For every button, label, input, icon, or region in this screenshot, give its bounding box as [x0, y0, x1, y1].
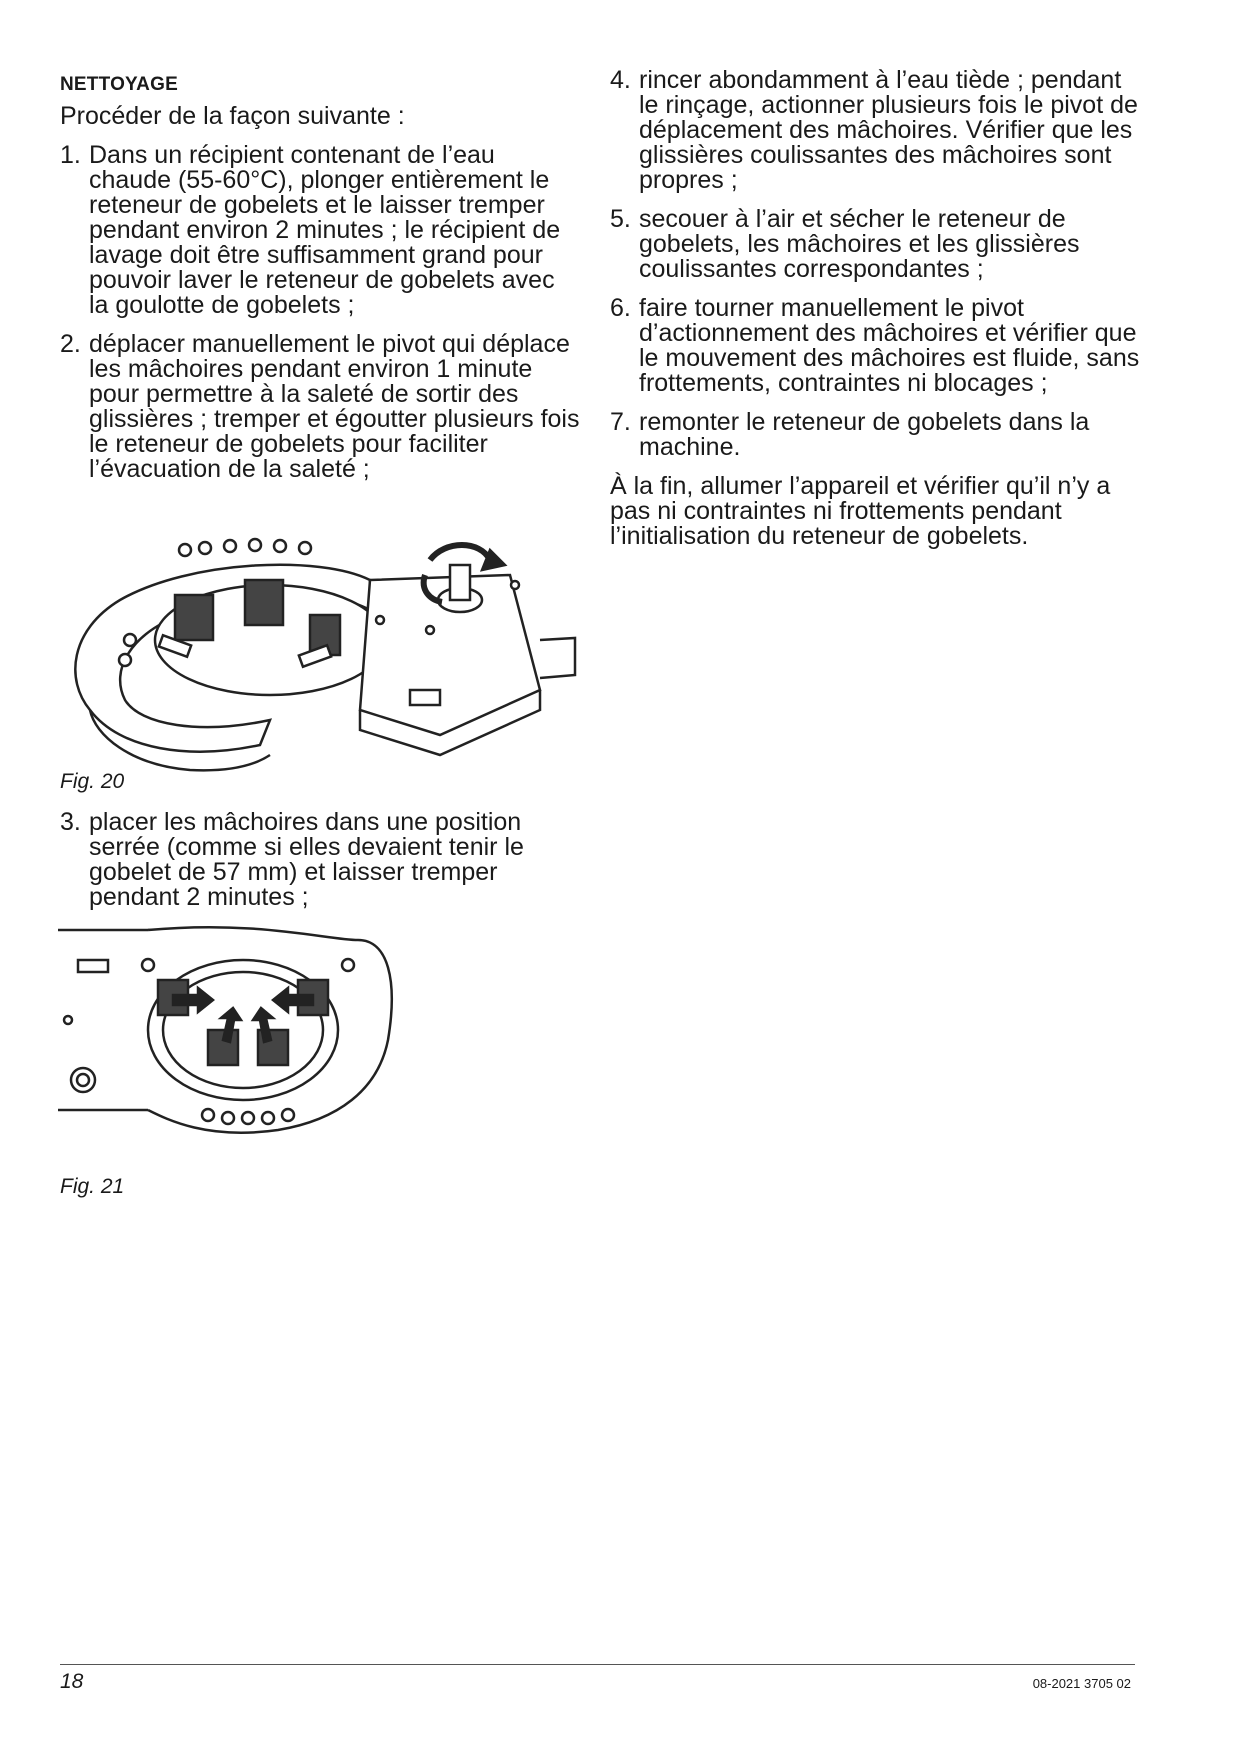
step-3-block: [60, 810, 580, 924]
step-2: [60, 332, 580, 482]
page-number: 18: [60, 1670, 84, 1693]
step-text: rincer abondamment à l’eau tiède ; pendant le rinçage, actionner plusieurs fois le pivot de déplacement des mâchoires. Vérifier que les glissières coulissantes des mâchoires sont propres ;: [639, 66, 1138, 194]
footer-divider: [60, 1664, 1135, 1665]
step-5: [610, 207, 1140, 282]
figure-21-illustration: [58, 920, 438, 1150]
step-number: 3.: [60, 808, 81, 836]
figure-20-caption: Fig. 20: [60, 770, 125, 793]
right-column: [610, 68, 1140, 549]
step-text: remonter le reteneur de gobelets dans la machine.: [639, 408, 1090, 461]
final-note: À la fin, allumer l’appareil et vérifier qu’il n’y a pas ni contraintes ni frottements pendant l’initialisation du reteneur de gobelets.: [610, 472, 1111, 550]
cup-holder-closed-drawing: [58, 920, 438, 1150]
step-1: [60, 143, 580, 318]
left-column: [60, 70, 580, 496]
step-text: faire tourner manuellement le pivot d’actionnement des mâchoires et vérifier que le mouvement des mâchoires est fluide, sans frottements, contraintes ni blocages ;: [639, 294, 1140, 397]
step-text: Dans un récipient contenant de l’eau chaude (55-60°C), plonger entièrement le reteneur de gobelets et le laisser tremper pendant environ 2 minutes ; le récipient de lavage doit être suffisamment grand pour pouvoir laver le reteneur de gobelets avec la goulotte de gobelets ;: [89, 141, 561, 319]
step-4: [610, 68, 1140, 193]
step-7: [610, 410, 1140, 460]
step-6: [610, 296, 1140, 396]
figure-21-caption: Fig. 21: [60, 1175, 125, 1198]
step-text: placer les mâchoires dans une position serrée (comme si elles devaient tenir le gobelet de 57 mm) et laisser tremper pendant 2 minutes ;: [89, 808, 524, 911]
step-text: secouer à l’air et sécher le reteneur de gobelets, les mâchoires et les glissières coulissantes correspondantes ;: [639, 205, 1080, 283]
step-number: 7.: [610, 408, 631, 436]
step-number: 6.: [610, 294, 631, 322]
section-heading: NETTOYAGE: [60, 74, 178, 95]
step-number: 5.: [610, 205, 631, 233]
step-number: 4.: [610, 66, 631, 94]
step-3: [60, 810, 580, 910]
intro-text: Procéder de la façon suivante :: [60, 102, 405, 130]
step-text: déplacer manuellement le pivot qui déplace les mâchoires pendant environ 1 minute pour permettre à la saleté de sortir des glissières ; tremper et égoutter plusieurs fois le reteneur de gobelets pour faciliter l’évacuation de la saleté ;: [89, 330, 580, 483]
step-number: 2.: [60, 330, 81, 358]
step-number: 1.: [60, 141, 81, 169]
cup-holder-open-drawing: [70, 520, 590, 820]
document-reference: 08-2021 3705 02: [1032, 1676, 1131, 1691]
figure-20-illustration: [70, 520, 590, 820]
